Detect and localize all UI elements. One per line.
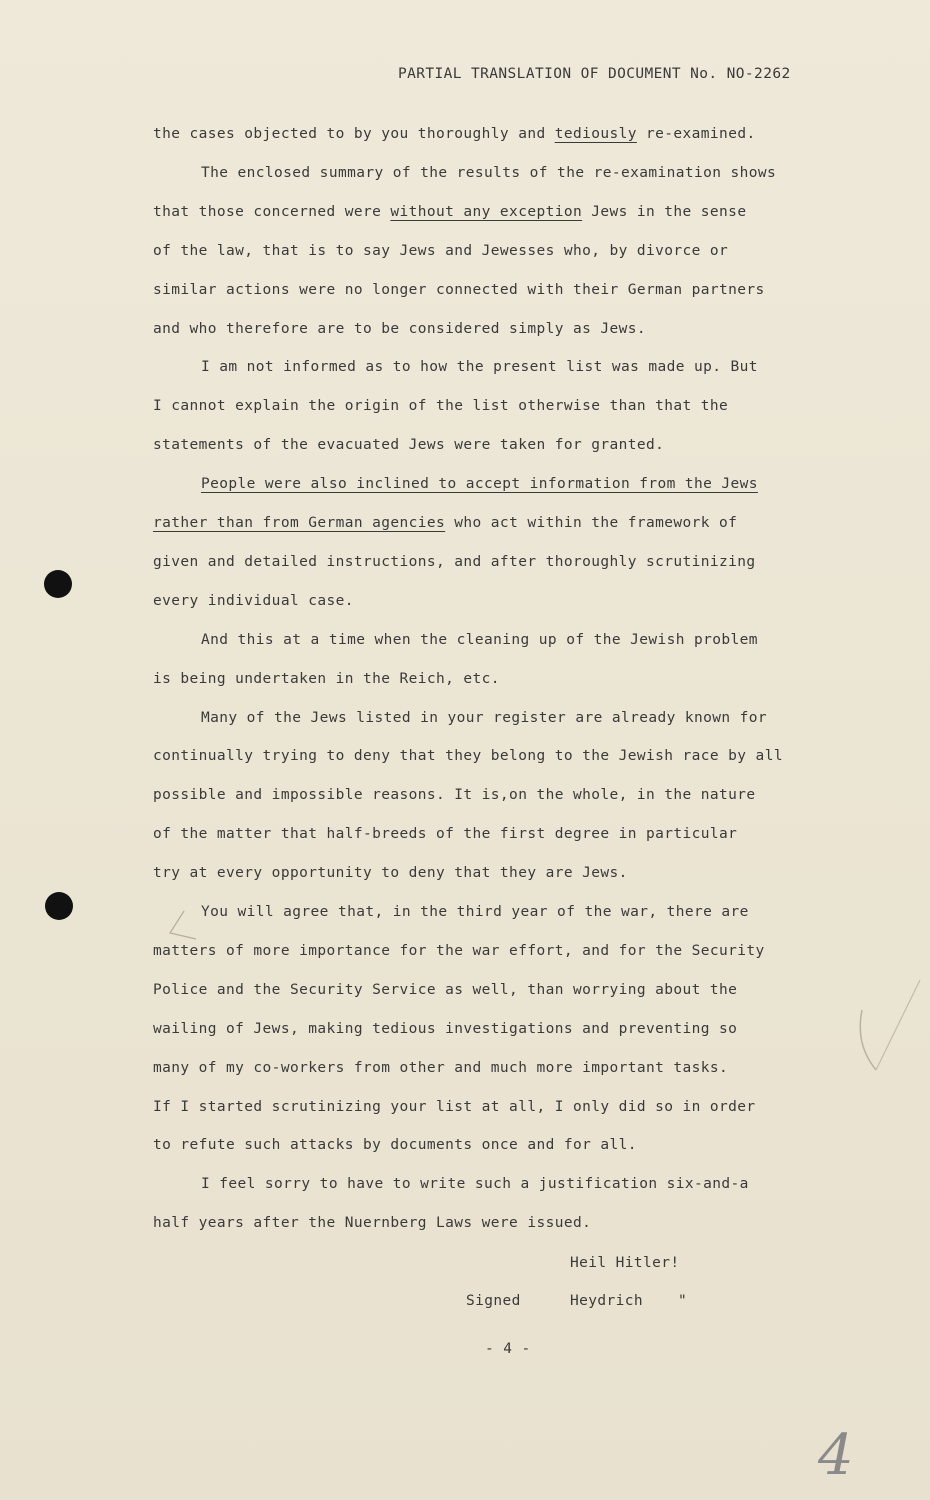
body-line bbox=[153, 1097, 756, 1117]
body-line bbox=[201, 163, 776, 183]
body-text: If I started scrutinizing your list at all, I only did so in order bbox=[153, 1098, 756, 1115]
body-line bbox=[153, 1135, 637, 1155]
body-text: is being undertaken in the Reich, etc. bbox=[153, 670, 500, 687]
body-text: try at every opportunity to deny that they are Jews. bbox=[153, 865, 628, 882]
underlined-text: rather than from German agencies bbox=[153, 515, 446, 531]
body-text: to refute such attacks by documents once and for all. bbox=[153, 1137, 637, 1154]
body-line bbox=[201, 902, 749, 922]
page-number: - 4 - bbox=[485, 1341, 531, 1357]
body-text: The enclosed summary of the results of the re-examination shows bbox=[201, 164, 777, 181]
body-text: given and detailed instructions, and after thoroughly scrutinizing bbox=[153, 553, 756, 570]
body-text: wailing of Jews, making tedious investigations and preventing so bbox=[153, 1020, 738, 1037]
body-line bbox=[153, 513, 737, 533]
underlined-text: People were also inclined to accept information from the Jews bbox=[201, 476, 758, 493]
body-text: I am not informed as to how the present list was made up. But bbox=[201, 359, 758, 376]
body-line bbox=[153, 1213, 591, 1233]
body-line bbox=[201, 1174, 749, 1194]
body-text: statements of the evacuated Jews were taken for granted. bbox=[153, 437, 665, 454]
punch-hole-upper bbox=[44, 570, 72, 598]
body-text: many of my co-workers from other and much more important tasks. bbox=[153, 1059, 729, 1076]
body-text: similar actions were no longer connected with their German partners bbox=[153, 281, 765, 298]
underlined-text: tediously bbox=[554, 126, 637, 142]
body-line bbox=[153, 941, 765, 961]
body-line bbox=[153, 280, 765, 300]
body-text: I cannot explain the origin of the list otherwise than that the bbox=[153, 398, 729, 415]
body-text: And this at a time when the cleaning up of the Jewish problem bbox=[201, 631, 758, 648]
closing-salutation: Heil Hitler! bbox=[570, 1255, 680, 1271]
body-text: that those concerned were bbox=[153, 203, 391, 220]
body-line bbox=[153, 396, 728, 416]
body-text: Police and the Security Service as well, than worrying about the bbox=[153, 981, 738, 998]
body-line bbox=[201, 357, 758, 377]
signer-name: Heydrich bbox=[570, 1293, 644, 1309]
body-line bbox=[153, 746, 783, 766]
body-text: Many of the Jews listed in your register are already known for bbox=[201, 709, 768, 726]
closing-quote-mark: " bbox=[678, 1293, 688, 1309]
pencil-check-mark bbox=[840, 980, 930, 1120]
body-line bbox=[153, 591, 354, 611]
underlined-text: without any exception bbox=[390, 203, 583, 220]
body-line bbox=[153, 435, 664, 455]
body-line bbox=[153, 241, 728, 261]
body-text: of the law, that is to say Jews and Jewesses who, by divorce or bbox=[153, 242, 729, 259]
signed-label: Signed bbox=[466, 1293, 521, 1309]
body-line bbox=[153, 980, 737, 1000]
body-line bbox=[153, 202, 746, 222]
body-line bbox=[153, 552, 756, 572]
document-header: PARTIAL TRANSLATION OF DOCUMENT No. NO-2262 bbox=[398, 66, 791, 82]
body-text: You will agree that, in the third year of the war, there are bbox=[201, 904, 749, 920]
body-line bbox=[201, 708, 767, 728]
body-text: possible and impossible reasons. It is,on the whole, in the nature bbox=[153, 787, 756, 804]
body-text: the cases objected to by you thoroughly and bbox=[153, 126, 555, 142]
body-line bbox=[153, 319, 646, 339]
body-text: and who therefore are to be considered simply as Jews. bbox=[153, 320, 647, 337]
body-line bbox=[153, 824, 737, 844]
punch-hole-lower bbox=[45, 892, 73, 920]
body-line bbox=[153, 124, 756, 144]
body-text: who act within the framework of bbox=[445, 515, 738, 531]
handwritten-page-number: 4 bbox=[818, 1423, 854, 1488]
body-line bbox=[153, 1058, 728, 1078]
body-text: re-examined. bbox=[636, 126, 756, 142]
body-line bbox=[153, 1019, 737, 1039]
body-text: every individual case. bbox=[153, 592, 354, 609]
body-line bbox=[201, 474, 758, 494]
body-line bbox=[201, 630, 758, 650]
body-text: Jews in the sense bbox=[582, 203, 747, 220]
body-text: continually trying to deny that they belong to the Jewish race by all bbox=[153, 748, 783, 765]
body-text: of the matter that half-breeds of the first degree in particular bbox=[153, 826, 738, 843]
body-line bbox=[153, 785, 756, 805]
body-text: matters of more importance for the war effort, and for the Security bbox=[153, 942, 765, 959]
body-text: half years after the Nuernberg Laws were issued. bbox=[153, 1215, 592, 1232]
body-text: I feel sorry to have to write such a justification six-and-a bbox=[201, 1176, 749, 1193]
body-line bbox=[153, 863, 628, 883]
body-line bbox=[153, 669, 500, 689]
margin-pencil-stroke bbox=[160, 905, 200, 945]
